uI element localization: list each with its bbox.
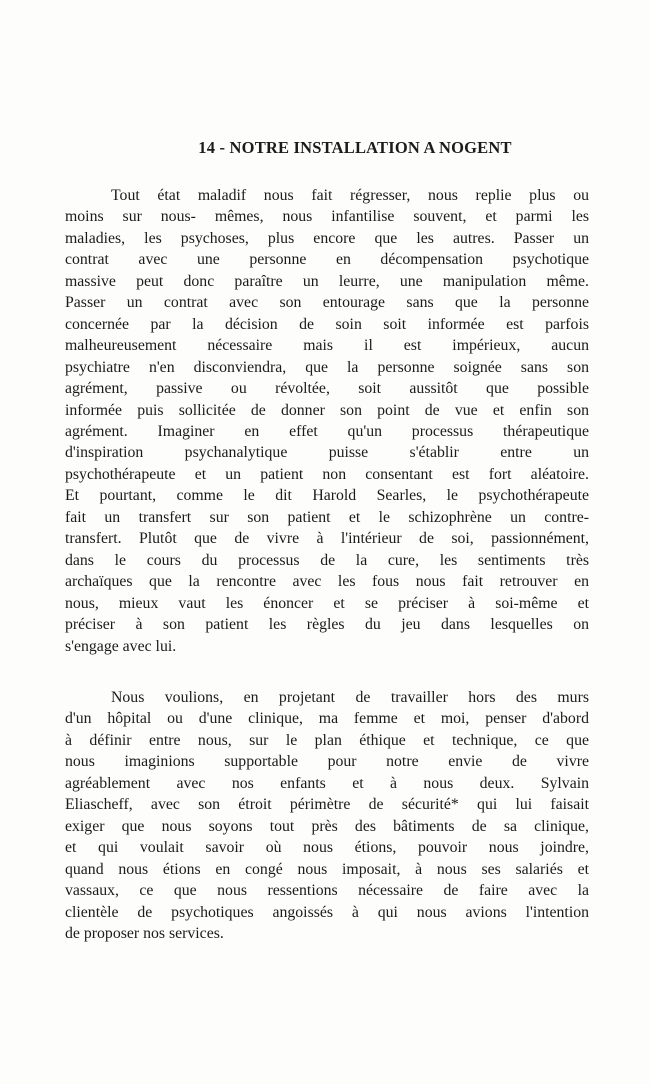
body-text	[65, 185, 589, 944]
text-line: s'engage avec lui.	[65, 637, 177, 655]
text-line: agrément. Imaginer en effet qu'un processus thérapeutique	[65, 422, 589, 440]
text-line: agrément, passive ou révoltée, soit aussitôt que possible	[65, 380, 589, 398]
text-line: préciser à son patient les règles du jeu dans lesquelles on	[65, 616, 589, 634]
text-line: et qui voulait savoir où nous étions, pouvoir nous joindre,	[65, 839, 589, 857]
text-line: Passer un contrat avec son entourage sans que la personne	[65, 294, 589, 312]
text-line: maladies, les psychoses, plus encore que les autres. Passer un	[65, 229, 589, 247]
chapter-title: 14 - NOTRE INSTALLATION A NOGENT	[198, 138, 512, 157]
text-line: quand nous étions en congé nous imposait, à nous ses salariés et	[65, 860, 589, 878]
text-line: psychothérapeute et un patient non consentant est fort aléatoire.	[65, 465, 589, 483]
text-line: fait un transfert sur son patient et le schizophrène un contre-	[65, 508, 589, 526]
text-line: d'inspiration psychanalytique puisse s'établir entre un	[65, 444, 589, 462]
text-line: nous, mieux vaut les énoncer et se préciser à soi-même et	[65, 594, 589, 612]
text-line: moins sur nous- mêmes, nous infantilise souvent, et parmi les	[65, 208, 589, 226]
text-line: d'un hôpital ou d'une clinique, ma femme et moi, penser d'abord	[65, 710, 589, 728]
text-line: contrat avec une personne en décompensation psychotique	[65, 251, 589, 269]
text-line: clientèle de psychotiques angoissés à qui nous avions l'intention	[65, 903, 589, 921]
text-line: nous imaginions supportable pour notre envie de vivre	[65, 753, 589, 771]
text-line: de proposer nos services.	[65, 924, 224, 942]
text-line: transfert. Plutôt que de vivre à l'intérieur de soi, passionnément,	[65, 530, 589, 548]
text-line: exiger que nous soyons tout près des bâtiments de sa clinique,	[65, 817, 589, 835]
text-line: massive peut donc paraître un leurre, une manipulation même.	[65, 272, 589, 290]
text-line: vassaux, ce que nous ressentions nécessaire de faire avec la	[65, 882, 589, 900]
text-line: dans le cours du processus de la cure, les sentiments très	[65, 551, 589, 569]
paragraph	[65, 185, 589, 657]
text-line: agréablement avec nos enfants et à nous deux. Sylvain	[65, 774, 589, 792]
text-line: Nous voulions, en projetant de travailler hors des murs	[111, 688, 589, 706]
text-block	[65, 137, 589, 944]
text-line: Eliascheff, avec son étroit périmètre de sécurité* qui lui faisait	[65, 796, 589, 814]
text-line: malheureusement nécessaire mais il est impérieux, aucun	[65, 337, 589, 355]
text-line: Et pourtant, comme le dit Harold Searles, le psychothérapeute	[65, 487, 589, 505]
text-line: psychiatre n'en disconviendra, que la personne soignée sans son	[65, 358, 589, 376]
text-line: Tout état maladif nous fait régresser, nous replie plus ou	[111, 187, 589, 204]
text-line: informée puis sollicitée de donner son point de vue et enfin son	[65, 401, 589, 419]
paragraph	[65, 687, 589, 944]
text-line: concernée par la décision de soin soit informée est parfois	[65, 315, 589, 333]
text-line: à définir entre nous, sur le plan éthique et technique, ce que	[65, 731, 589, 749]
text-line: archaïques que la rencontre avec les fous nous fait retrouver en	[65, 573, 589, 591]
